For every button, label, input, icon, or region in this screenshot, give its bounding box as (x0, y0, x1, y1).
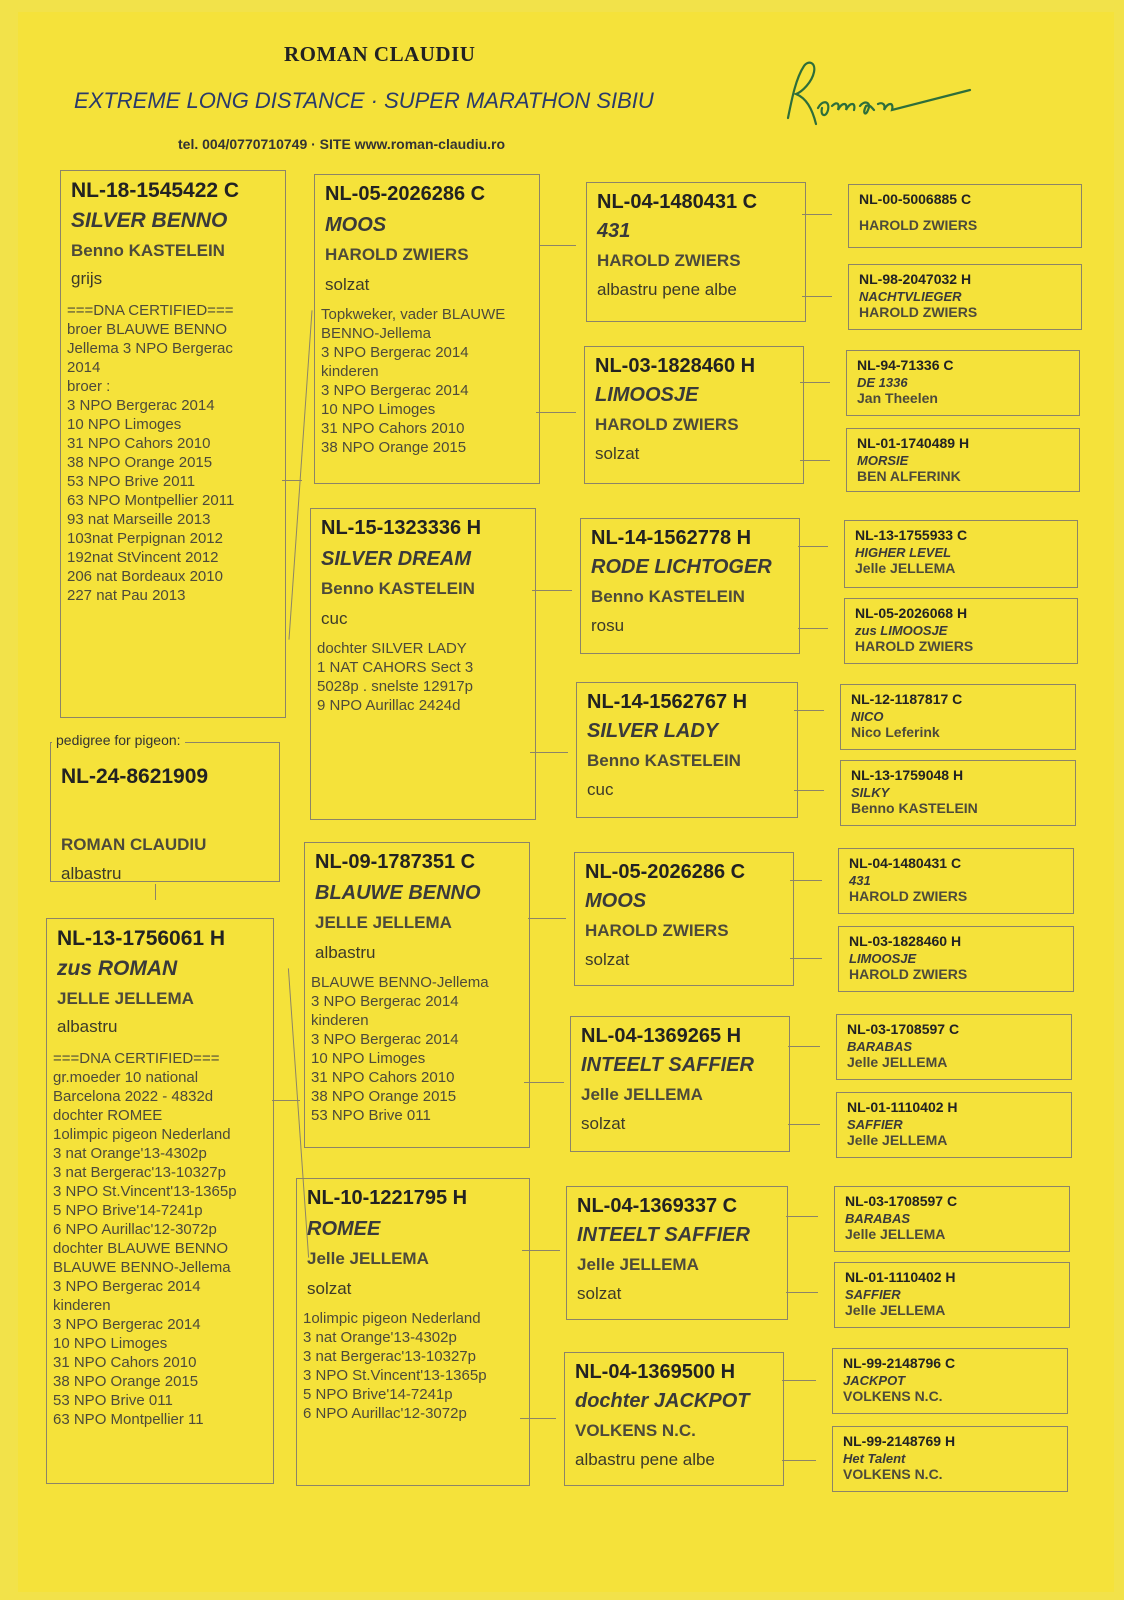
pigeon-name: RODE LICHTOGER (591, 556, 772, 578)
ring-number: NL-12-1187817 C (851, 691, 963, 707)
dam-card (46, 918, 274, 1484)
ancestor-card (844, 598, 1078, 664)
pigeon-name: NICO (851, 709, 884, 724)
color: albastru pene albe (575, 1450, 715, 1469)
great-grandparent-card (584, 346, 804, 484)
ring-number: NL-01-1110402 H (845, 1269, 956, 1285)
breeder: VOLKENS N.C. (843, 1388, 943, 1404)
breeder: VOLKENS N.C. (843, 1466, 943, 1482)
color: solzat (325, 275, 370, 294)
owner-name: ROMAN CLAUDIU (284, 42, 476, 66)
great-grandparent-card (576, 682, 798, 818)
ring-number: NL-01-1110402 H (847, 1099, 958, 1115)
breeder: HAROLD ZWIERS (595, 415, 739, 434)
ring-number: NL-14-1562767 H (587, 691, 748, 713)
ring-number: NL-15-1323336 H (321, 517, 482, 539)
grandparent-card (314, 174, 540, 484)
pigeon-name: NACHTVLIEGER (859, 289, 962, 304)
color: solzat (581, 1114, 626, 1133)
ring-number: NL-03-1828460 H (849, 933, 962, 949)
breeder: Jelle JELLEMA (307, 1249, 429, 1268)
pigeon-name: zus ROMAN (57, 957, 178, 980)
ring-number: NL-04-1480431 C (849, 855, 962, 871)
color: cuc (321, 609, 348, 628)
ring-number: NL-05-2026068 H (855, 605, 968, 621)
breeder: Jelle JELLEMA (577, 1255, 699, 1274)
breeder: Benno KASTELEIN (587, 751, 741, 770)
breeder: HAROLD ZWIERS (849, 966, 968, 982)
ancestor-card (838, 926, 1074, 992)
pigeon-name: ROMEE (307, 1218, 381, 1240)
subject-card (50, 742, 280, 882)
breeder: HAROLD ZWIERS (849, 888, 968, 904)
pigeon-name: SILVER DREAM (321, 548, 472, 570)
breeder: Jelle JELLEMA (847, 1054, 948, 1070)
grandparent-card (296, 1178, 530, 1486)
pigeon-name: SAFFIER (845, 1287, 901, 1302)
ring-number: NL-01-1740489 H (857, 435, 970, 451)
color: albastru (57, 1017, 118, 1036)
pigeon-name: BLAUWE BENNO (315, 882, 481, 904)
great-grandparent-card (566, 1186, 788, 1320)
ring-number: NL-10-1221795 H (307, 1187, 468, 1209)
pigeon-name: BARABAS (845, 1211, 910, 1226)
great-grandparent-card (586, 182, 806, 322)
pigeon-name: SILVER LADY (587, 720, 719, 742)
breeder: Benno KASTELEIN (71, 241, 225, 260)
ring-number: NL-04-1480431 C (597, 191, 758, 213)
pigeon-name: 431 (849, 873, 871, 888)
breeder: Jelle JELLEMA (847, 1132, 948, 1148)
performance-notes: ===DNA CERTIFIED=== gr.moeder 10 national Barcelona 2022 - 4832d dochter ROMEE 1olimpic pigeon Nederland 3 nat Orange'13-4302p 3 nat Bergerac'13-10327p 3 NPO St.Vincent'13-1365p 5 NPO Brive'14-7241p 6 NPO Aurillac'12-3072p dochter BLAUWE BENNO BLAUWE BENNO-Jellema 3 NPO Bergerac 2014 kinderen 3 NPO Bergerac 2014 10 NPO Limoges 31 NPO Cahors 2010 38 NPO Orange 2015 53 NPO Brive 011 63 NPO Montpellier 11 (53, 1050, 237, 1428)
breeder: Jelle JELLEMA (581, 1085, 703, 1104)
performance-notes: BLAUWE BENNO-Jellema 3 NPO Bergerac 2014 kinderen 3 NPO Bergerac 2014 10 NPO Limoges 31 NPO Cahors 2010 38 NPO Orange 2015 53 NPO Brive 011 (311, 974, 489, 1124)
sire-card (60, 170, 286, 718)
owner-contact: tel. 004/0770710749 · SITE www.roman-claudiu.ro (178, 136, 506, 152)
ancestor-card (840, 760, 1076, 826)
performance-notes: dochter SILVER LADY 1 NAT CAHORS Sect 3 5028p . snelste 12917p 9 NPO Aurillac 2424d (317, 640, 474, 714)
grandparent-card (304, 842, 530, 1148)
ring-number: NL-04-1369265 H (581, 1025, 742, 1047)
ancestor-card (840, 684, 1076, 750)
great-grandparent-card (564, 1352, 784, 1486)
color: cuc (587, 780, 614, 799)
breeder: Jelle JELLEMA (845, 1226, 946, 1242)
color: albastru pene albe (597, 280, 737, 299)
ancestor-card (834, 1186, 1070, 1252)
ring-number: NL-14-1562778 H (591, 527, 752, 549)
performance-notes: ===DNA CERTIFIED=== broer BLAUWE BENNO Jellema 3 NPO Bergerac 2014 broer : 3 NPO Bergerac 2014 10 NPO Limoges 31 NPO Cahors 2010 38 NPO Orange 2015 53 NPO Brive 2011 63 NPO Montpellier 2011 93 nat Marseille 2013 103nat Perpignan 2012 192nat StVincent 2012 206 nat Bordeaux 2010 227 nat Pau 2013 (67, 302, 235, 604)
pigeon-name: MOOS (585, 890, 647, 912)
pigeon-name: DE 1336 (857, 375, 908, 390)
ancestor-card (832, 1426, 1068, 1492)
ancestor-card (844, 520, 1078, 588)
ring-number: NL-94-71336 C (857, 357, 954, 373)
color: rosu (591, 616, 625, 635)
ring-number: NL-98-2047032 H (859, 271, 972, 287)
owner-subtitle: EXTREME LONG DISTANCE · SUPER MARATHON SIBIU (74, 88, 654, 113)
ring-number: NL-24-8621909 (61, 765, 209, 788)
ring-number: NL-99-2148796 C (843, 1355, 956, 1371)
breeder: HAROLD ZWIERS (859, 304, 978, 320)
ring-number: NL-09-1787351 C (315, 851, 476, 873)
pigeon-name: JACKPOT (843, 1373, 906, 1388)
breeder: Jan Theelen (857, 390, 938, 406)
ancestor-card (836, 1092, 1072, 1158)
breeder: HAROLD ZWIERS (859, 217, 978, 233)
breeder: Benno KASTELEIN (591, 587, 745, 606)
breeder: HAROLD ZWIERS (597, 251, 741, 270)
pigeon-name: BARABAS (847, 1039, 912, 1054)
color: grijs (71, 269, 103, 288)
ring-number: NL-00-5006885 C (859, 191, 972, 207)
great-grandparent-card (580, 518, 800, 654)
breeder: HAROLD ZWIERS (855, 638, 974, 654)
subject-label: pedigree for pigeon: (52, 732, 185, 748)
pigeon-name: Het Talent (843, 1451, 906, 1466)
ring-number: NL-03-1708597 C (845, 1193, 958, 1209)
pigeon-name: SILVER BENNO (71, 209, 228, 232)
ring-number: NL-13-1756061 H (57, 927, 226, 950)
breeder: HAROLD ZWIERS (325, 245, 469, 264)
pigeon-name: LIMOOSJE (595, 384, 699, 406)
great-grandparent-card (574, 852, 794, 986)
ring-number: NL-04-1369337 C (577, 1195, 738, 1217)
pigeon-name: INTEELT SAFFIER (581, 1054, 754, 1076)
color: solzat (577, 1284, 622, 1303)
ring-number: NL-13-1759048 H (851, 767, 964, 783)
breeder: Jelle JELLEMA (845, 1302, 946, 1318)
breeder: Nico Leferink (851, 724, 940, 740)
ring-number: NL-99-2148769 H (843, 1433, 956, 1449)
ancestor-card (832, 1348, 1068, 1414)
ring-number: NL-13-1755933 C (855, 527, 968, 543)
breeder: ROMAN CLAUDIU (61, 835, 207, 854)
color: albastru (61, 864, 122, 882)
pigeon-name: SILKY (851, 785, 890, 800)
breeder: HAROLD ZWIERS (585, 921, 729, 940)
color: albastru (315, 943, 376, 962)
pigeon-name: zus LIMOOSJE (855, 623, 948, 638)
ring-number: NL-03-1828460 H (595, 355, 756, 377)
breeder: Benno KASTELEIN (321, 579, 475, 598)
breeder: JELLE JELLEMA (315, 913, 452, 932)
ring-number: NL-05-2026286 C (585, 861, 746, 883)
pigeon-name: 431 (597, 220, 631, 242)
ring-number: NL-05-2026286 C (325, 183, 486, 205)
signature (782, 58, 972, 138)
ring-number: NL-18-1545422 C (71, 179, 240, 202)
pigeon-name: LIMOOSJE (849, 951, 917, 966)
ancestor-card (838, 848, 1074, 914)
performance-notes: 1olimpic pigeon Nederland 3 nat Orange'13-4302p 3 nat Bergerac'13-10327p 3 NPO St.Vincent'13-1365p 5 NPO Brive'14-7241p 6 NPO Aurillac'12-3072p (303, 1310, 487, 1422)
pigeon-name: MOOS (325, 214, 387, 236)
breeder: VOLKENS N.C. (575, 1421, 696, 1440)
ancestor-card (846, 350, 1080, 416)
breeder: JELLE JELLEMA (57, 989, 194, 1008)
pigeon-name: HIGHER LEVEL (855, 545, 952, 560)
ancestor-card (846, 428, 1080, 492)
pigeon-name: INTEELT SAFFIER (577, 1224, 750, 1246)
pigeon-name: dochter JACKPOT (575, 1390, 750, 1412)
ancestor-card (848, 184, 1082, 248)
breeder: Jelle JELLEMA (855, 560, 956, 576)
great-grandparent-card (570, 1016, 790, 1152)
pigeon-name: SAFFIER (847, 1117, 903, 1132)
ring-number: NL-04-1369500 H (575, 1361, 736, 1383)
ancestor-card (848, 264, 1082, 330)
pigeon-name: MORSIE (857, 453, 909, 468)
breeder: BEN ALFERINK (857, 468, 961, 484)
color: solzat (595, 444, 640, 463)
breeder: Benno KASTELEIN (851, 800, 978, 816)
ancestor-card (836, 1014, 1072, 1080)
ring-number: NL-03-1708597 C (847, 1021, 960, 1037)
ancestor-card (834, 1262, 1070, 1328)
color: solzat (307, 1279, 352, 1298)
performance-notes: Topkweker, vader BLAUWE BENNO-Jellema 3 NPO Bergerac 2014 kinderen 3 NPO Bergerac 2014 10 NPO Limoges 31 NPO Cahors 2010 38 NPO Orange 2015 (321, 306, 506, 456)
grandparent-card (310, 508, 536, 820)
color: solzat (585, 950, 630, 969)
